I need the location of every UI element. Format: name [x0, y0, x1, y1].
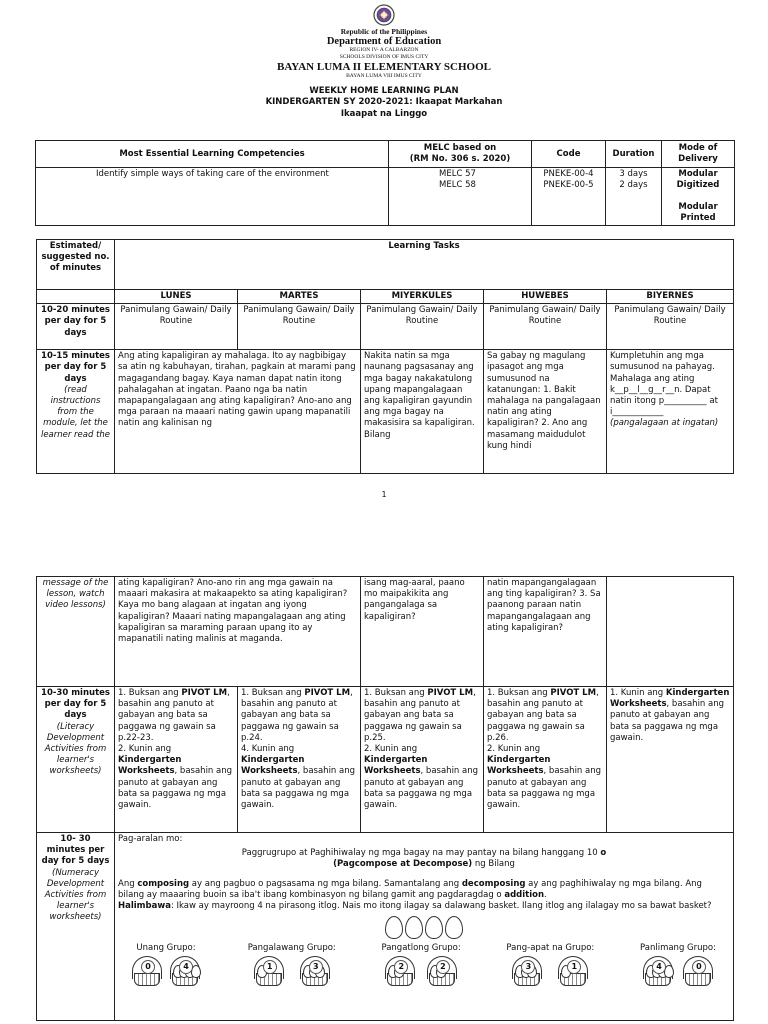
reading-miyerkules: Nakita natin sa mga naunang pagsasanay ang mga bagay nakakatulong upang mapangalagaan ang kapaligiran gayundin ang mga bagay na makasisira sa kapaligiran. Bilang	[361, 350, 484, 474]
document-header	[0, 4, 768, 120]
mode-cell: Modular Digitized Modular Printed	[662, 168, 735, 226]
day-lunes: LUNES	[115, 290, 238, 304]
page-2	[0, 576, 768, 1024]
group-label: Panlimang Grupo:	[640, 943, 716, 954]
basket-count: 3	[309, 960, 323, 974]
estimated-minutes-header: Estimated/ suggested no. of minutes	[37, 240, 115, 290]
learning-tasks-header: Learning Tasks	[115, 240, 734, 290]
competency-cell: Identify simple ways of taking care of the environment	[36, 168, 389, 226]
basket-count: 4	[652, 960, 666, 974]
routine-huwebes: Panimulang Gawain/ Daily Routine	[484, 304, 607, 350]
group-label: Pang-apat na Grupo:	[506, 943, 595, 954]
basket-icon	[130, 956, 164, 986]
basket-count: 1	[263, 960, 277, 974]
egg-icon	[445, 916, 463, 939]
learning-tasks-table	[36, 239, 734, 474]
reading-minutes-cont: message of the lesson, watch video lessons)	[37, 577, 115, 687]
duration-header: Duration	[606, 141, 662, 168]
routine-minutes: 10-20 minutes per day for 5 days	[37, 304, 115, 350]
literacy-lunes: 1. Buksan ang PIVOT LM, basahin ang panuto at gabayan ang bata sa paggawa ng gawain sa p.22-23. 2. Kunin ang Kindergarten Worksheets, basahin ang panuto at gabayan ang bata sa paggawa ng mga gawain.	[115, 687, 238, 833]
eggs-illustration	[118, 916, 730, 939]
department-line: Department of Education	[326, 36, 442, 47]
grade-line: KINDERGARTEN SY 2020-2021: Ikaapat Markahan	[265, 97, 503, 107]
day-biyernes: BIYERNES	[607, 290, 734, 304]
basket-count: 0	[692, 960, 706, 974]
duration-cell: 3 days 2 days	[606, 168, 662, 226]
competencies-header: Most Essential Learning Competencies	[36, 141, 389, 168]
numeracy-content	[115, 833, 734, 1021]
melc-table	[35, 140, 735, 226]
routine-martes: Panimulang Gawain/ Daily Routine	[238, 304, 361, 350]
routine-miyerkules: Panimulang Gawain/ Daily Routine	[361, 304, 484, 350]
numeracy-minutes: 10- 30 minutes per day for 5 days (Numeracy Development Activities from learner's worksheets)	[37, 833, 115, 1021]
basket-icon	[556, 956, 590, 986]
day-huwebes: HUWEBES	[484, 290, 607, 304]
day-martes: MARTES	[238, 290, 361, 304]
basket-group	[248, 943, 336, 986]
page-number: 1	[381, 490, 387, 499]
literacy-miyerkules: 1. Buksan ang PIVOT LM, basahin ang panuto at gabayan ang bata sa paggawa ng gawain sa p.25. 2. Kunin ang Kindergarten Worksheets, basahin ang panuto at gabayan ang bata sa paggawa ng mga gawain.	[361, 687, 484, 833]
routine-lunes: Panimulang Gawain/ Daily Routine	[115, 304, 238, 350]
basket-group	[130, 943, 202, 986]
reading-cont-miyerkules: isang mag-aaral, paano mo maipakikita ang pangangalaga sa kapaligiran?	[361, 577, 484, 687]
egg-icon	[405, 916, 423, 939]
reading-cont-lunes-martes: ating kapaligiran? Ano-ano rin ang mga gawain na maaari makasira at makaapekto sa ating kapaligiran? Kaya mo bang alagaan at ingatan ang iyong kapaligiran? Maaari nating mapangalagaan ang ating kapaligiran sa maraming paraan upang ito ay mapanatili nating malinis at maganda.	[115, 577, 361, 687]
reading-lunes-martes: Ang ating kapaligiran ay mahalaga. Ito ay nagbibigay sa atin ng kabuhayan, tirahan, pagkain at marami pang magagandang bagay. Kaya naman dapat natin itong pahalagahan at ingatan. Paano nga ba natin mapapangalagaan ang ating kapaligiran? Ano-ano ang mga paraan na maaari nating gawin upang mapanatili natin ang kalinisan ng	[115, 350, 361, 474]
group-label: Unang Grupo:	[136, 943, 196, 954]
deped-seal-icon	[373, 4, 395, 26]
school-name: BAYAN LUMA II ELEMENTARY SCHOOL	[277, 61, 491, 73]
egg-icon	[425, 916, 443, 939]
basket-count: 0	[141, 960, 155, 974]
group-label: Pangatlong Grupo:	[381, 943, 461, 954]
learning-tasks-continued	[36, 576, 734, 1021]
routine-biyernes: Panimulang Gawain/ Daily Routine	[607, 304, 734, 350]
basket-count: 3	[521, 960, 535, 974]
numeracy-title: Paggrugrupo at Paghihiwalay ng mga bagay na may pantay na bilang hanggang 10 o (Pagcompose at Decompose) ng Bilang	[241, 848, 607, 870]
basket-icon	[252, 956, 286, 986]
literacy-martes: 1. Buksan ang PIVOT LM, basahin ang panuto at gabayan ang bata sa paggawa ng gawain sa p.24. 4. Kunin ang Kindergarten Worksheets, basahin ang panuto at gabayan ang bata sa paggawa ng mga gawain.	[238, 687, 361, 833]
literacy-minutes: 10-30 minutes per day for 5 days (Literacy Development Activities from learner's worksheets)	[37, 687, 115, 833]
basket-icon	[298, 956, 332, 986]
day-miyerkules: MIYERKULES	[361, 290, 484, 304]
basket-count: 2	[394, 960, 408, 974]
literacy-biyernes: 1. Kunin ang Kindergarten Worksheets, basahin ang panuto at gabayan ang bata sa paggawa ng mga gawain.	[607, 687, 734, 833]
melc-cell: MELC 57 MELC 58	[389, 168, 532, 226]
basket-count: 2	[436, 960, 450, 974]
reading-huwebes: Sa gabay ng magulang ipasagot ang mga sumusunod na katanungan: 1. Bakit mahalaga na pangalagaan natin ang ating kapaligiran? 2. Ano ang masamang maidudulot kung hindi	[484, 350, 607, 474]
republic-line: Republic of the Philippines	[340, 27, 428, 36]
basket-icon	[383, 956, 417, 986]
reading-minutes: 10-15 minutes per day for 5 days (read instructions from the module, let the learner read the	[37, 350, 115, 474]
basket-group	[381, 943, 460, 986]
code-header: Code	[532, 141, 606, 168]
numeracy-body: Ang composing ay ang pagbuo o pagsasama ng mga bilang. Samantalang ang decomposing ay ang paghihiwalay ng mga bilang. Ang bilang ay maaaring buoin sa iba't ibang kombinasyon ng bilang gamit ang pagdaragdag o addition. Halimbawa: Ikaw ay mayroong 4 na pirasong itlog. Nais mo itong ilagay sa dalawang basket. Ilang itlog ang ilalagay mo sa bawat basket?	[118, 878, 712, 912]
code-cell: PNEKE-00-4 PNEKE-00-5	[532, 168, 606, 226]
mode-header: Mode of Delivery	[662, 141, 735, 168]
basket-icon	[681, 956, 715, 986]
egg-icon	[385, 916, 403, 939]
basket-groups	[118, 943, 730, 986]
basket-count: 4	[179, 960, 193, 974]
basket-icon	[168, 956, 202, 986]
literacy-huwebes: 1. Buksan ang PIVOT LM, basahin ang panuto at gabayan ang bata sa paggawa ng gawain sa p.26. 2. Kunin ang Kindergarten Worksheets, basahin ang panuto at gabayan ang bata sa paggawa ng mga gawain.	[484, 687, 607, 833]
school-address: BAYAN LUMA VIII IMUS CITY	[346, 73, 422, 79]
basket-count: 1	[567, 960, 581, 974]
plan-title: WEEKLY HOME LEARNING PLAN	[309, 85, 459, 96]
numeracy-intro: Pag-aralan mo:	[118, 834, 183, 844]
week-line: Ikaapat na Linggo	[340, 108, 428, 119]
region-line: REGION IV- A CALBARZON	[349, 47, 419, 53]
division-line: SCHOOLS DIVISION OF IMUS CITY	[339, 53, 429, 60]
basket-icon	[425, 956, 459, 986]
basket-group	[640, 943, 716, 986]
reading-cont-huwebes: natin mapangangalagaan ang ting kapaligiran? 3. Sa paanong paraan natin mapangangalagaan ang ating kapaligiran?	[484, 577, 607, 687]
group-label: Pangalawang Grupo:	[247, 943, 336, 954]
basket-group	[506, 943, 594, 986]
reading-biyernes: Kumpletuhin ang mga sumusunod na pahayag. Mahalaga ang ating k__p__l__g__r__n. Dapat natin itong p__________ at i____________ (pangalagaan at ingatan)	[607, 350, 734, 474]
basket-icon	[641, 956, 675, 986]
basket-icon	[510, 956, 544, 986]
page-1	[0, 0, 768, 500]
melc-header: MELC based on (RM No. 306 s. 2020)	[389, 141, 532, 168]
